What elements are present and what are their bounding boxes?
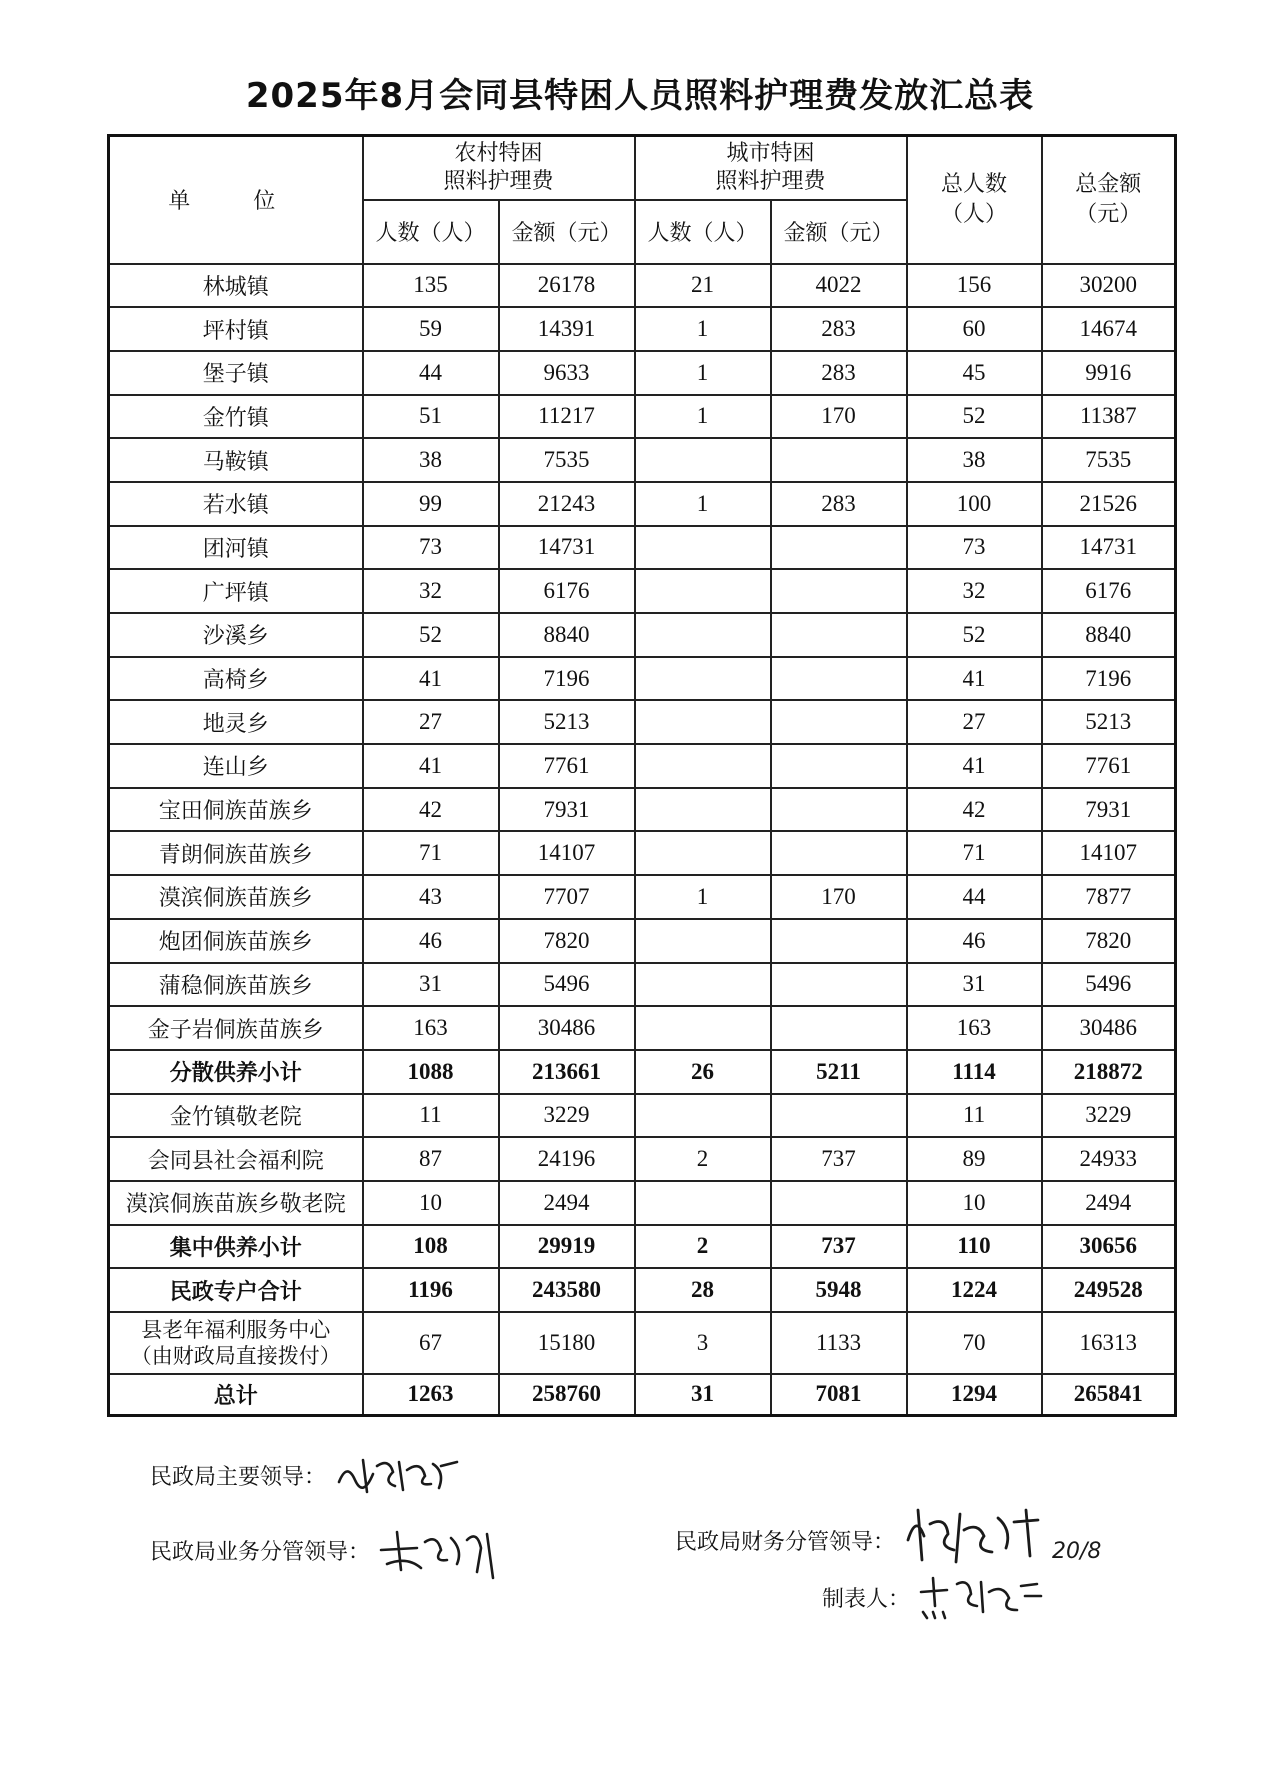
- cell-unit: 高椅乡: [109, 657, 363, 701]
- cell-rural-people: 42: [363, 788, 499, 832]
- cell-rural-people: 52: [363, 613, 499, 657]
- cell-unit: 若水镇: [109, 482, 363, 526]
- cell-rural-people: 73: [363, 526, 499, 570]
- cell-unit: 宝田侗族苗族乡: [109, 788, 363, 832]
- cell-urban-people: [635, 1181, 771, 1225]
- cell-unit: 林城镇: [109, 264, 363, 308]
- cell-total-amount: 14107: [1042, 831, 1176, 875]
- cell-urban-amount: 170: [771, 875, 907, 919]
- cell-rural-people: 87: [363, 1137, 499, 1181]
- header-unit-text: 单 位: [168, 189, 304, 215]
- cell-urban-people: [635, 657, 771, 701]
- header-rural-amount: 金额（元）: [499, 200, 635, 264]
- cell-total-amount: 6176: [1042, 569, 1176, 613]
- cell-total-people: 1294: [907, 1374, 1042, 1415]
- finance-date-note: 20/8: [1052, 1539, 1102, 1564]
- cell-urban-amount: 737: [771, 1137, 907, 1181]
- cell-total-people: 52: [907, 395, 1042, 439]
- table-row: [109, 1137, 1176, 1181]
- cell-total-people: 52: [907, 613, 1042, 657]
- cell-total-people: 100: [907, 482, 1042, 526]
- cell-total-amount: 7196: [1042, 657, 1176, 701]
- cell-unit: 蒲稳侗族苗族乡: [109, 963, 363, 1007]
- cell-rural-people: 32: [363, 569, 499, 613]
- cell-rural-amount: 26178: [499, 264, 635, 308]
- cell-rural-amount: 21243: [499, 482, 635, 526]
- cell-rural-amount: 24196: [499, 1137, 635, 1181]
- cell-rural-amount: 9633: [499, 351, 635, 395]
- cell-urban-people: [635, 1094, 771, 1138]
- table-row: [109, 1181, 1176, 1225]
- cell-unit: 民政专户合计: [109, 1268, 363, 1312]
- cell-rural-amount: 7535: [499, 438, 635, 482]
- cell-urban-amount: 170: [771, 395, 907, 439]
- cell-urban-people: [635, 963, 771, 1007]
- header-rural-group: [363, 136, 635, 200]
- cell-rural-amount: 5496: [499, 963, 635, 1007]
- cell-total-amount: 218872: [1042, 1050, 1176, 1094]
- cell-urban-people: 2: [635, 1225, 771, 1269]
- cell-total-amount: 249528: [1042, 1268, 1176, 1312]
- cell-rural-amount: 14391: [499, 307, 635, 351]
- cell-rural-people: 163: [363, 1006, 499, 1050]
- cell-unit: 堡子镇: [109, 351, 363, 395]
- table-row: [109, 657, 1176, 701]
- cell-unit: 广坪镇: [109, 569, 363, 613]
- table-row: [109, 1006, 1176, 1050]
- cell-unit: 地灵乡: [109, 700, 363, 744]
- cell-urban-amount: [771, 657, 907, 701]
- cell-total-people: 163: [907, 1006, 1042, 1050]
- cell-total-amount: 16313: [1042, 1312, 1176, 1374]
- table-row: [109, 831, 1176, 875]
- cell-total-amount: 8840: [1042, 613, 1176, 657]
- cell-urban-people: 1: [635, 351, 771, 395]
- table-row: [109, 482, 1176, 526]
- cell-urban-people: 3: [635, 1312, 771, 1374]
- cell-urban-amount: [771, 438, 907, 482]
- cell-urban-amount: [771, 1006, 907, 1050]
- cell-rural-amount: 15180: [499, 1312, 635, 1374]
- cell-urban-amount: 7081: [771, 1374, 907, 1415]
- table-row: [109, 569, 1176, 613]
- cell-rural-amount: 14731: [499, 526, 635, 570]
- cell-rural-amount: 30486: [499, 1006, 635, 1050]
- main-leader-signature-image: [333, 1452, 463, 1498]
- cell-total-amount: 2494: [1042, 1181, 1176, 1225]
- cell-total-amount: 14731: [1042, 526, 1176, 570]
- cell-rural-people: 135: [363, 264, 499, 308]
- cell-total-people: 156: [907, 264, 1042, 308]
- table-row: [109, 1050, 1176, 1094]
- cell-urban-people: [635, 788, 771, 832]
- cell-urban-people: 1: [635, 875, 771, 919]
- cell-urban-people: 1: [635, 482, 771, 526]
- cell-urban-amount: [771, 1094, 907, 1138]
- cell-rural-people: 67: [363, 1312, 499, 1374]
- cell-total-amount: 265841: [1042, 1374, 1176, 1415]
- cell-total-people: 42: [907, 788, 1042, 832]
- table-row: [109, 526, 1176, 570]
- table-row: [109, 963, 1176, 1007]
- cell-rural-people: 108: [363, 1225, 499, 1269]
- cell-total-people: 44: [907, 875, 1042, 919]
- cell-urban-people: 26: [635, 1050, 771, 1094]
- cell-total-amount: 21526: [1042, 482, 1176, 526]
- document-title: 2025年8月会同县特困人员照料护理费发放汇总表: [245, 76, 1035, 116]
- cell-total-people: 41: [907, 744, 1042, 788]
- preparer-signature-image: [917, 1572, 1047, 1622]
- header-total-amount-text: 总金额 （元）: [1075, 171, 1142, 227]
- cell-urban-amount: [771, 613, 907, 657]
- table-row: [109, 700, 1176, 744]
- cell-unit: 漠滨侗族苗族乡: [109, 875, 363, 919]
- finance-leader-signature-image: [902, 1500, 1112, 1580]
- cell-total-people: 110: [907, 1225, 1042, 1269]
- cell-rural-amount: 3229: [499, 1094, 635, 1138]
- cell-total-people: 10: [907, 1181, 1042, 1225]
- cell-rural-amount: 213661: [499, 1050, 635, 1094]
- cell-urban-amount: [771, 963, 907, 1007]
- header-rural-people: 人数（人）: [363, 200, 499, 264]
- cell-rural-amount: 8840: [499, 613, 635, 657]
- cell-rural-people: 27: [363, 700, 499, 744]
- cell-rural-amount: 14107: [499, 831, 635, 875]
- cell-unit: 坪村镇: [109, 307, 363, 351]
- preparer-signature-line: [822, 1572, 1047, 1622]
- cell-urban-amount: 283: [771, 482, 907, 526]
- cell-unit: 沙溪乡: [109, 613, 363, 657]
- cell-total-people: 89: [907, 1137, 1042, 1181]
- table-row: [109, 1094, 1176, 1138]
- cell-urban-amount: 5211: [771, 1050, 907, 1094]
- cell-total-people: 60: [907, 307, 1042, 351]
- cell-rural-people: 44: [363, 351, 499, 395]
- cell-total-people: 70: [907, 1312, 1042, 1374]
- cell-urban-people: [635, 438, 771, 482]
- cell-unit: 团河镇: [109, 526, 363, 570]
- cell-rural-people: 11: [363, 1094, 499, 1138]
- cell-urban-people: [635, 919, 771, 963]
- cell-rural-people: 41: [363, 657, 499, 701]
- cell-rural-people: 59: [363, 307, 499, 351]
- table-body: [109, 264, 1176, 1416]
- cell-unit: 金竹镇: [109, 395, 363, 439]
- table-row: [109, 744, 1176, 788]
- cell-total-people: 41: [907, 657, 1042, 701]
- cell-total-amount: 7820: [1042, 919, 1176, 963]
- cell-rural-people: 1263: [363, 1374, 499, 1415]
- cell-urban-people: [635, 1006, 771, 1050]
- cell-rural-amount: 258760: [499, 1374, 635, 1415]
- cell-rural-amount: 7761: [499, 744, 635, 788]
- cell-total-amount: 11387: [1042, 395, 1176, 439]
- header-urban-group-text: 城市特困 照料护理费: [715, 140, 826, 194]
- header-urban-group: [635, 136, 907, 200]
- header-total-people: [907, 136, 1042, 264]
- cell-total-people: 45: [907, 351, 1042, 395]
- table-row: [109, 1312, 1176, 1374]
- cell-total-people: 11: [907, 1094, 1042, 1138]
- finance-leader-signature-line: [675, 1500, 1112, 1580]
- header-total-amount: [1042, 136, 1176, 264]
- cell-urban-people: [635, 831, 771, 875]
- cell-total-people: 46: [907, 919, 1042, 963]
- cell-total-people: 1114: [907, 1050, 1042, 1094]
- cell-urban-amount: 1133: [771, 1312, 907, 1374]
- header-unit: [109, 136, 363, 264]
- cell-rural-amount: 2494: [499, 1181, 635, 1225]
- cell-urban-amount: 4022: [771, 264, 907, 308]
- cell-urban-amount: [771, 919, 907, 963]
- business-leader-signature-line: [150, 1520, 517, 1580]
- cell-total-amount: 7761: [1042, 744, 1176, 788]
- business-leader-label: 民政局业务分管领导：: [150, 1539, 371, 1565]
- cell-unit: 马鞍镇: [109, 438, 363, 482]
- cell-total-people: 38: [907, 438, 1042, 482]
- cell-total-people: 73: [907, 526, 1042, 570]
- cell-rural-people: 71: [363, 831, 499, 875]
- cell-urban-amount: [771, 744, 907, 788]
- cell-total-amount: 7931: [1042, 788, 1176, 832]
- header-urban-people: 人数（人）: [635, 200, 771, 264]
- cell-unit: 会同县社会福利院: [109, 1137, 363, 1181]
- cell-rural-people: 31: [363, 963, 499, 1007]
- cell-urban-people: 2: [635, 1137, 771, 1181]
- cell-urban-people: [635, 526, 771, 570]
- table-row: [109, 351, 1176, 395]
- cell-urban-people: 31: [635, 1374, 771, 1415]
- cell-rural-people: 41: [363, 744, 499, 788]
- cell-urban-amount: 283: [771, 351, 907, 395]
- cell-urban-people: 28: [635, 1268, 771, 1312]
- cell-urban-amount: 737: [771, 1225, 907, 1269]
- main-leader-label: 民政局主要领导：: [150, 1464, 327, 1490]
- cell-total-people: 71: [907, 831, 1042, 875]
- cell-unit: 漠滨侗族苗族乡敬老院: [109, 1181, 363, 1225]
- cell-total-amount: 30656: [1042, 1225, 1176, 1269]
- cell-rural-amount: 7820: [499, 919, 635, 963]
- table-row: [109, 613, 1176, 657]
- cell-urban-amount: [771, 526, 907, 570]
- cell-urban-amount: [771, 700, 907, 744]
- cell-rural-people: 1088: [363, 1050, 499, 1094]
- cell-total-amount: 24933: [1042, 1137, 1176, 1181]
- cell-unit: 县老年福利服务中心 （由财政局直接拨付）: [109, 1312, 363, 1374]
- table-row: [109, 438, 1176, 482]
- cell-total-people: 27: [907, 700, 1042, 744]
- cell-total-people: 32: [907, 569, 1042, 613]
- table-row: [109, 1225, 1176, 1269]
- cell-urban-people: 21: [635, 264, 771, 308]
- header-total-people-text: 总人数 （人）: [941, 171, 1008, 227]
- cell-rural-amount: 243580: [499, 1268, 635, 1312]
- cell-total-amount: 7877: [1042, 875, 1176, 919]
- cell-urban-people: 1: [635, 395, 771, 439]
- cell-urban-people: [635, 744, 771, 788]
- cell-rural-people: 51: [363, 395, 499, 439]
- cell-urban-amount: [771, 1181, 907, 1225]
- cell-unit: 集中供养小计: [109, 1225, 363, 1269]
- cell-total-amount: 5213: [1042, 700, 1176, 744]
- cell-rural-people: 43: [363, 875, 499, 919]
- cell-urban-people: [635, 613, 771, 657]
- cell-total-people: 1224: [907, 1268, 1042, 1312]
- cell-urban-amount: [771, 831, 907, 875]
- cell-total-people: 31: [907, 963, 1042, 1007]
- cell-rural-amount: 11217: [499, 395, 635, 439]
- cell-rural-amount: 6176: [499, 569, 635, 613]
- table-row: [109, 1374, 1176, 1415]
- cell-urban-amount: [771, 788, 907, 832]
- table-row: [109, 875, 1176, 919]
- business-leader-signature-image: [377, 1520, 517, 1580]
- preparer-label: 制表人：: [822, 1586, 911, 1612]
- cell-urban-amount: 283: [771, 307, 907, 351]
- summary-table: [107, 134, 1177, 1417]
- cell-total-amount: 30200: [1042, 264, 1176, 308]
- cell-rural-amount: 7196: [499, 657, 635, 701]
- cell-unit: 分散供养小计: [109, 1050, 363, 1094]
- cell-rural-amount: 7931: [499, 788, 635, 832]
- cell-unit: 金子岩侗族苗族乡: [109, 1006, 363, 1050]
- cell-total-amount: 30486: [1042, 1006, 1176, 1050]
- cell-rural-people: 38: [363, 438, 499, 482]
- cell-urban-amount: [771, 569, 907, 613]
- cell-unit: 连山乡: [109, 744, 363, 788]
- header-rural-group-text: 农村特困 照料护理费: [443, 140, 554, 194]
- main-leader-signature-line: [150, 1452, 463, 1498]
- cell-urban-people: [635, 700, 771, 744]
- cell-unit: 炮团侗族苗族乡: [109, 919, 363, 963]
- cell-total-amount: 14674: [1042, 307, 1176, 351]
- cell-urban-people: [635, 569, 771, 613]
- table-row: [109, 264, 1176, 308]
- table-row: [109, 1268, 1176, 1312]
- header-row-1: [109, 136, 1176, 200]
- cell-total-amount: 9916: [1042, 351, 1176, 395]
- cell-total-amount: 7535: [1042, 438, 1176, 482]
- finance-leader-label: 民政局财务分管领导：: [675, 1529, 896, 1555]
- table-row: [109, 307, 1176, 351]
- cell-unit: 青朗侗族苗族乡: [109, 831, 363, 875]
- table-row: [109, 788, 1176, 832]
- cell-unit: 总计: [109, 1374, 363, 1415]
- cell-total-amount: 5496: [1042, 963, 1176, 1007]
- cell-total-amount: 3229: [1042, 1094, 1176, 1138]
- cell-rural-amount: 29919: [499, 1225, 635, 1269]
- cell-rural-people: 99: [363, 482, 499, 526]
- cell-rural-people: 1196: [363, 1268, 499, 1312]
- cell-urban-amount: 5948: [771, 1268, 907, 1312]
- cell-rural-people: 10: [363, 1181, 499, 1225]
- cell-rural-amount: 7707: [499, 875, 635, 919]
- table-row: [109, 395, 1176, 439]
- table-row: [109, 919, 1176, 963]
- header-urban-amount: 金额（元）: [771, 200, 907, 264]
- cell-rural-amount: 5213: [499, 700, 635, 744]
- cell-unit: 金竹镇敬老院: [109, 1094, 363, 1138]
- cell-urban-people: 1: [635, 307, 771, 351]
- cell-rural-people: 46: [363, 919, 499, 963]
